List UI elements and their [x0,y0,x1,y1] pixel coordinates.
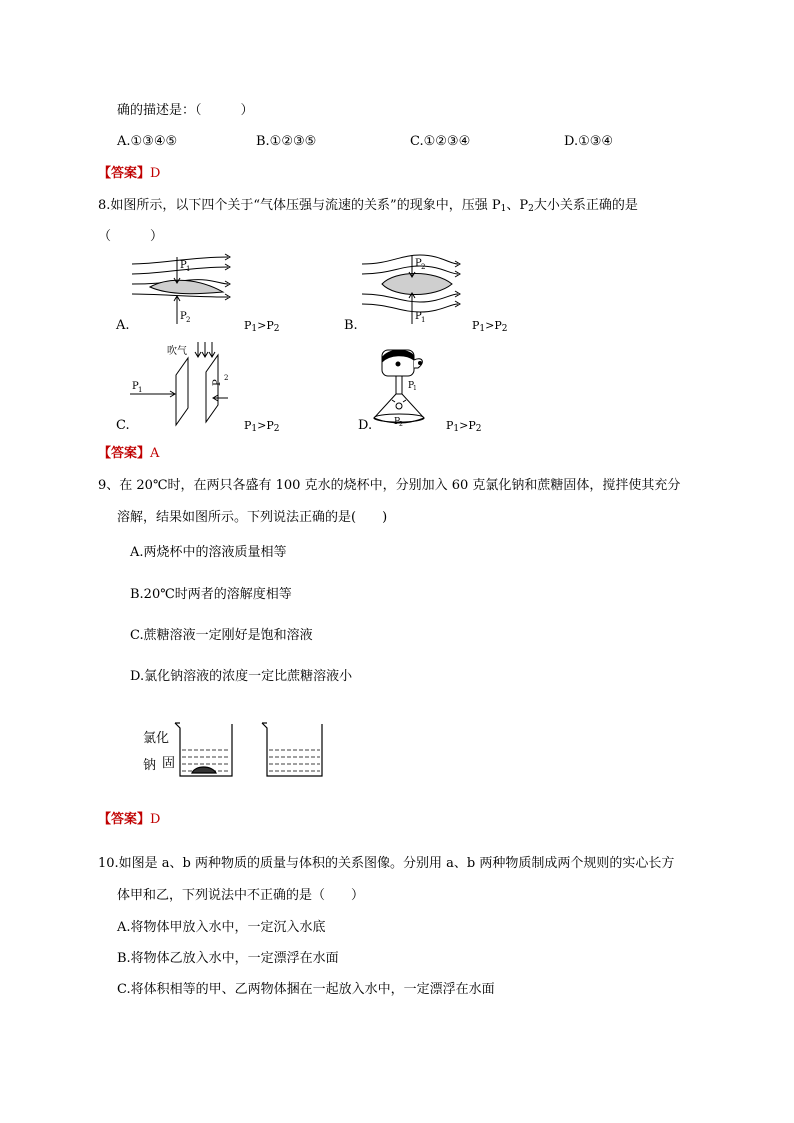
q9-stem-line2: 溶解，结果如图所示。下列说法正确的是( ) [117,510,388,525]
svg-text:1: 1 [186,265,191,273]
beaker-label-line1: 氯化 [143,731,170,746]
answer-label: 【答案】 [98,812,151,827]
q8-fig-b-label: B. [344,318,358,333]
q9-beakers-figure [170,720,340,780]
q8-blow-label: 吹气 [167,346,187,357]
svg-text:P: P [408,381,415,391]
q7-option-d: D.①③④ [564,134,614,149]
q8-figure-c-paper [128,340,238,426]
q10-stem-line2: 体甲和乙，下列说法中不正确的是（ ） [117,888,365,903]
q8-figure-b-streamline [360,252,470,324]
q9-option-a: A.两烧杯中的溶液质量相等 [130,545,287,560]
q8-stem: 8.如图所示，以下四个关于“气体压强与流速的关系”的现象中，压强 $P_1$、$P_2$大小关系正确的是 [98,198,638,214]
q9-option-c: C.蔗糖溶液一定刚好是饱和溶液 [130,628,313,643]
q8-fig-d-relation: $P_1>P_2$ [446,419,482,434]
svg-text:2: 2 [186,316,191,324]
q8-figure-d-funnel [370,344,450,430]
q10-option-a: A.将物体甲放入水中，一定沉入水底 [117,920,326,935]
answer-value: D [150,166,161,181]
q9-stem-line1: 9、在 20℃时，在两只各盛有 100 克水的烧杯中，分别加入 60 克氯化钠和蔗糖固体，搅拌使其充分 [98,478,681,493]
svg-text:1: 1 [413,385,417,392]
q8-fig-b-relation: $P_1>P_2$ [472,319,508,334]
q9-option-d: D.氯化钠溶液的浓度一定比蔗糖溶液小 [130,669,353,684]
svg-text:2: 2 [224,374,229,382]
q8-fig-a-relation: $P_1>P_2$ [244,319,280,334]
q8-fig-a-label: A. [116,318,130,333]
svg-text:P: P [415,311,422,322]
answer-value: D [150,812,161,827]
svg-text:P: P [180,311,187,322]
answer-label: 【答案】 [98,166,151,181]
q7-option-a: A.①③④⑤ [117,134,178,149]
svg-text:1: 1 [138,386,143,394]
q7-option-b: B.①②③⑤ [256,134,317,149]
svg-text:P: P [394,417,401,427]
q7-option-c: C.①②③④ [410,134,471,149]
svg-text:2: 2 [421,263,426,271]
svg-text:1: 1 [421,316,426,324]
q10-option-c: C.将体积相等的甲、乙两物体捆在一起放入水中，一定漂浮在水面 [117,982,495,997]
q8-answer [98,446,159,462]
svg-text:P: P [180,260,187,271]
q8-figure-a-wing [130,252,240,324]
q10-stem-line1: 10.如图是 a、b 两种物质的质量与体积的关系图像。分别用 a、b 两种物质制成两个规则的实心长方 [98,856,675,871]
svg-text:2: 2 [399,421,403,428]
q7-stem-continuation: 确的描述是：（ ） [117,103,254,118]
q8-fig-c-label: C. [116,418,130,433]
svg-text:P: P [212,379,223,386]
beaker-label-line2: 钠 [143,758,157,773]
q9-answer [98,812,160,828]
q7-answer [98,166,160,182]
q9-option-b: B.20℃时两者的溶解度相等 [130,587,292,602]
q10-option-b: B.将物体乙放入水中，一定漂浮在水面 [117,951,339,966]
svg-text:P: P [415,258,422,269]
q8-stem-end: 大小关系正确的是 [533,198,638,213]
q8-paren: （ ） [98,229,164,244]
svg-text:P: P [132,381,139,392]
q8-stem-p1: P [491,198,501,213]
q8-fig-c-relation: $P_1>P_2$ [244,419,280,434]
q8-stem-text: 8.如图所示，以下四个关于“气体压强与流速的关系”的现象中，压强 [98,198,488,213]
answer-value: A [150,446,160,461]
q8-fig-d-label: D. [358,418,373,433]
answer-label: 【答案】 [98,446,151,461]
q8-stem-sep: 、P [506,198,529,213]
beaker-label-solid: 固 [162,756,176,771]
